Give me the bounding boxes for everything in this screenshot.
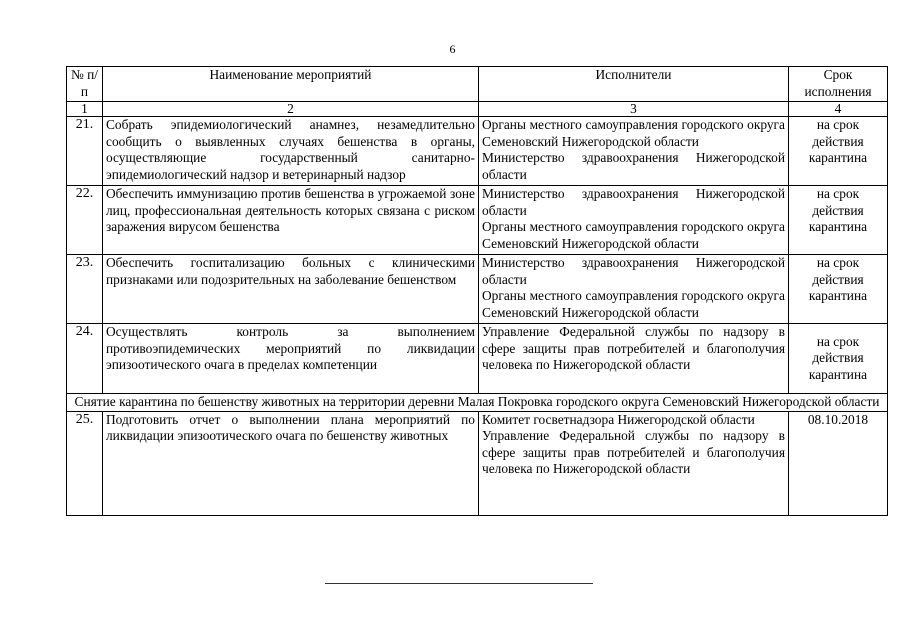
row-number: 25. [67,411,103,515]
row-activity: Подготовить отчет о выполнении плана мероприятий по ликвидации эпизоотического очага по бешенству животных [103,411,479,515]
row-activity: Обеспечить госпитализацию больных с клиническими признаками или подозрительных на заболевание бешенством [103,255,479,324]
table-row [67,411,888,515]
column-number: 1 [67,102,103,117]
executor: Управление Федеральной службы по надзору в сфере защиты прав потребителей и благополучия человека по Нижегородской области [482,428,785,476]
row-deadline: на срок действия карантина [789,255,888,324]
page-number: 6 [449,42,456,56]
column-number: 3 [479,102,789,117]
column-number: 2 [103,102,479,117]
row-executors [479,255,789,324]
row-executors [479,324,789,394]
executor: Органы местного самоуправления городского округа Семеновский Нижегородской области [482,117,785,149]
executor: Управление Федеральной службы по надзору в сфере защиты прав потребителей и благополучия человека по Нижегородской области [482,324,785,372]
row-executors [479,411,789,515]
row-deadline: на срок действия карантина [789,117,888,186]
column-number-row [67,102,888,117]
row-number: 21. [67,117,103,186]
row-number: 22. [67,186,103,255]
closing-divider [325,583,593,584]
row-executors [479,186,789,255]
table-row [67,324,888,394]
table-row [67,255,888,324]
header-deadline: Срок исполнения [789,67,888,102]
row-deadline: на срок действия карантина [789,324,888,394]
plan-table [66,66,888,516]
table-row [67,186,888,255]
executor: Органы местного самоуправления городского округа Семеновский Нижегородской области [482,288,785,320]
executor: Министерство здравоохранения Нижегородской области [482,186,785,218]
row-deadline: 08.10.2018 [789,411,888,515]
executor: Министерство здравоохранения Нижегородской области [482,255,785,287]
executor: Комитет госветнадзора Нижегородской области [482,411,755,427]
row-activity: Собрать эпидемиологический анамнез, незамедлительно сообщить о выявленных случаях бешенства в органы, осуществляющие государственный санитарно-эпидемиологический надзор и ветеринарный надзор [103,117,479,186]
row-activity: Осуществлять контроль за выполнением противоэпидемических мероприятий по ликвидации эпизоотического очага в пределах компетенции [103,324,479,394]
header-row [67,67,888,102]
header-executors: Исполнители [479,67,789,102]
executor: Органы местного самоуправления городского округа Семеновский Нижегородской области [482,219,785,251]
row-activity: Обеспечить иммунизацию против бешенства в угрожаемой зоне лиц, профессиональная деятельность которых связана с риском заражения вирусом бешенства [103,186,479,255]
column-number: 4 [789,102,888,117]
section-title: Снятие карантина по бешенству животных на территории деревни Малая Покровка городского округа Семеновский Нижегородской области [67,394,888,412]
row-number: 24. [67,324,103,394]
row-number: 23. [67,255,103,324]
header-num: № п/п [67,67,103,102]
table-row [67,117,888,186]
row-deadline: на срок действия карантина [789,186,888,255]
header-name: Наименование мероприятий [103,67,479,102]
section-row [67,394,888,412]
row-executors [479,117,789,186]
executor: Министерство здравоохранения Нижегородской области [482,150,785,182]
